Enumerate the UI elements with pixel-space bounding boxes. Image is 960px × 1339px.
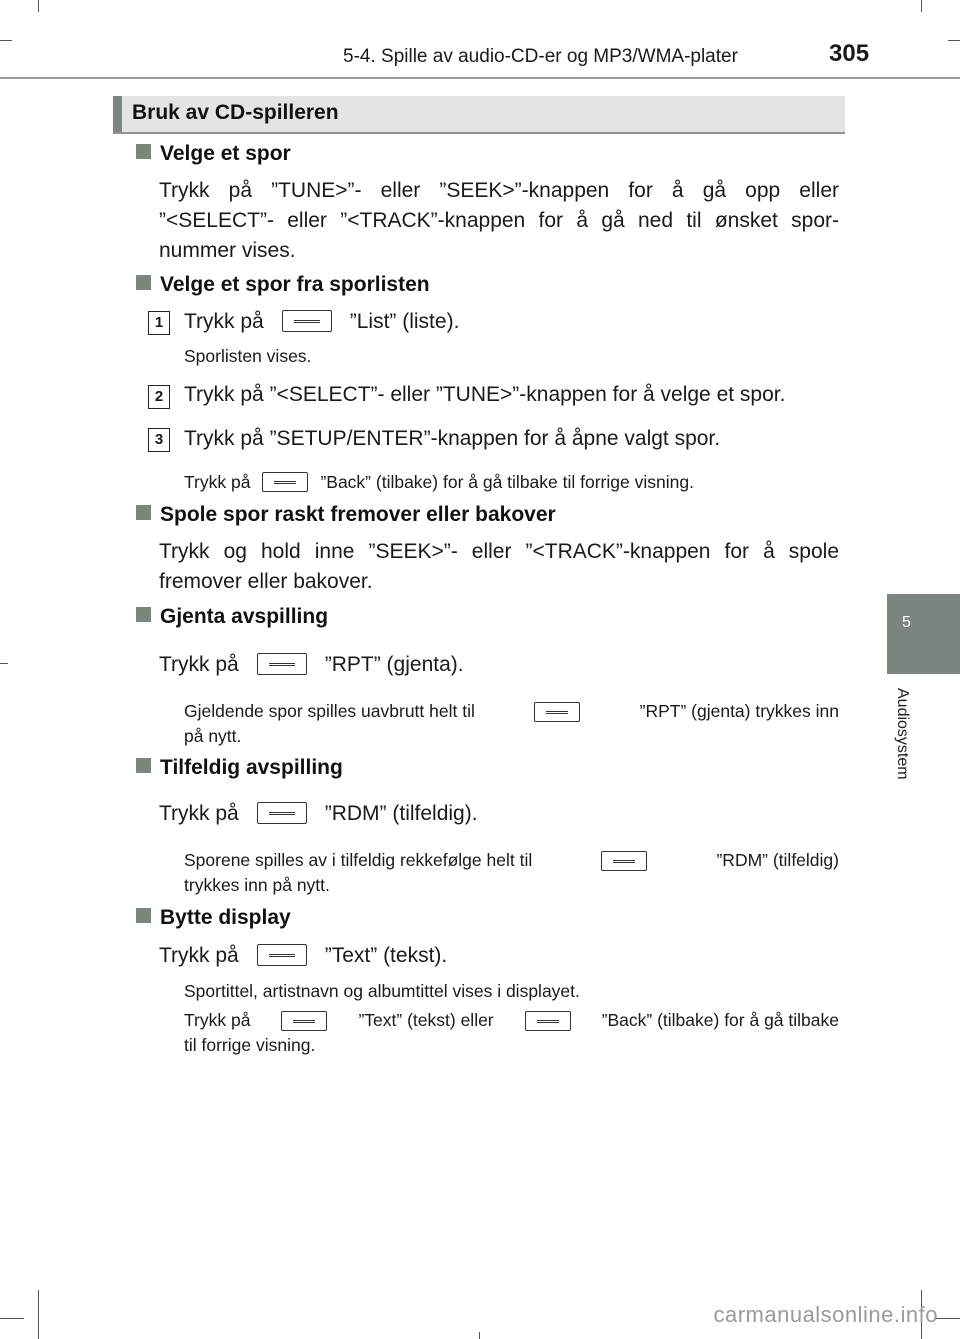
- preset-button-icon: [262, 472, 308, 492]
- watermark: carmanualsonline.info: [713, 1302, 938, 1327]
- crop-mark: [936, 1318, 960, 1319]
- square-bullet-icon: [136, 908, 151, 923]
- square-bullet-icon: [136, 758, 151, 773]
- section-title: Bruk av CD-spilleren: [132, 101, 339, 124]
- square-bullet-icon: [136, 505, 151, 520]
- crop-mark: [0, 1318, 24, 1319]
- heading-tilfeldig: Tilfeldig avspilling: [136, 756, 343, 780]
- gjenta-note: Gjeldende spor spilles uavbrutt helt til ”RPT” (gjenta) trykkes inn på nytt.: [184, 701, 839, 746]
- preset-button-icon: [257, 802, 307, 824]
- section-accent: [113, 96, 122, 132]
- step-3-text: Trykk på ”SETUP/ENTER”-knappen for å åpne valgt spor.: [184, 427, 721, 450]
- preset-button-icon: [281, 1011, 327, 1031]
- chapter-label: [885, 688, 925, 803]
- display-note-1: Sportittel, artistnavn og albumtittel vises i displayet.: [184, 981, 580, 1001]
- square-bullet-icon: [136, 607, 151, 622]
- heading-gjenta: Gjenta avspilling: [136, 605, 328, 629]
- section-header: [113, 96, 845, 134]
- preset-button-icon: [534, 702, 580, 722]
- preset-button-icon: [282, 310, 332, 332]
- page-number: 305: [829, 40, 870, 67]
- step-2-text: Trykk på ”<SELECT”- eller ”TUNE>”-knappen for å velge et spor.: [184, 383, 786, 406]
- header-divider: [0, 77, 960, 79]
- preset-button-icon: [257, 944, 307, 966]
- chapter-label-text: Audiosystem: [894, 688, 911, 780]
- crop-mark: [948, 40, 960, 41]
- crop-mark: [479, 1332, 480, 1339]
- preset-button-icon: [257, 653, 307, 675]
- step-number-1: 1: [148, 311, 170, 335]
- paragraph-velge-et-spor: Trykk på ”TUNE>”- eller ”SEEK>”-knappen for å gå opp eller ”<SELECT”- eller ”<TRACK”-knappen for å gå ned til ønsket spor- nummer vises.: [159, 179, 839, 262]
- preset-button-icon: [601, 851, 647, 871]
- chapter-number: 5: [902, 614, 911, 631]
- heading-display: Bytte display: [136, 906, 291, 930]
- step-number-3: 3: [148, 428, 170, 452]
- heading-spole: Spole spor raskt fremover eller bakover: [136, 503, 556, 527]
- tilfeldig-note: Sporene spilles av i tilfeldig rekkefølge helt til ”RDM” (tilfeldig) trykkes inn på nytt.: [184, 850, 839, 895]
- tilfeldig-instruction: Trykk på ”RDM” (tilfeldig).: [159, 802, 478, 825]
- chapter-tab: [887, 594, 960, 674]
- paragraph-spole: Trykk og hold inne ”SEEK>”- eller ”<TRACK”-knappen for å spole fremover eller bakover.: [159, 540, 839, 593]
- heading-sporlisten: Velge et spor fra sporlisten: [136, 273, 430, 297]
- header-title: 5-4. Spille av audio-CD-er og MP3/WMA-plater: [343, 46, 738, 67]
- preset-button-icon: [525, 1011, 571, 1031]
- crop-mark: [0, 40, 12, 41]
- step-1-text: Trykk på ”List” (liste).: [184, 310, 460, 333]
- crop-mark: [0, 663, 8, 664]
- step-number-2: 2: [148, 385, 170, 409]
- step-1-note: Sporlisten vises.: [184, 346, 312, 366]
- crop-mark: [38, 0, 39, 12]
- heading-velge-et-spor: Velge et spor: [136, 142, 291, 166]
- crop-mark: [38, 1290, 39, 1339]
- back-note: Trykk på ”Back” (tilbake) for å gå tilbake til forrige visning.: [184, 472, 694, 492]
- square-bullet-icon: [136, 144, 151, 159]
- square-bullet-icon: [136, 275, 151, 290]
- crop-mark: [921, 0, 922, 12]
- display-note-2: Trykk på ”Text” (tekst) eller ”Back” (tilbake) for å gå tilbake til forrige visning.: [184, 1010, 839, 1055]
- gjenta-instruction: Trykk på ”RPT” (gjenta).: [159, 653, 464, 676]
- display-instruction: Trykk på ”Text” (tekst).: [159, 944, 448, 967]
